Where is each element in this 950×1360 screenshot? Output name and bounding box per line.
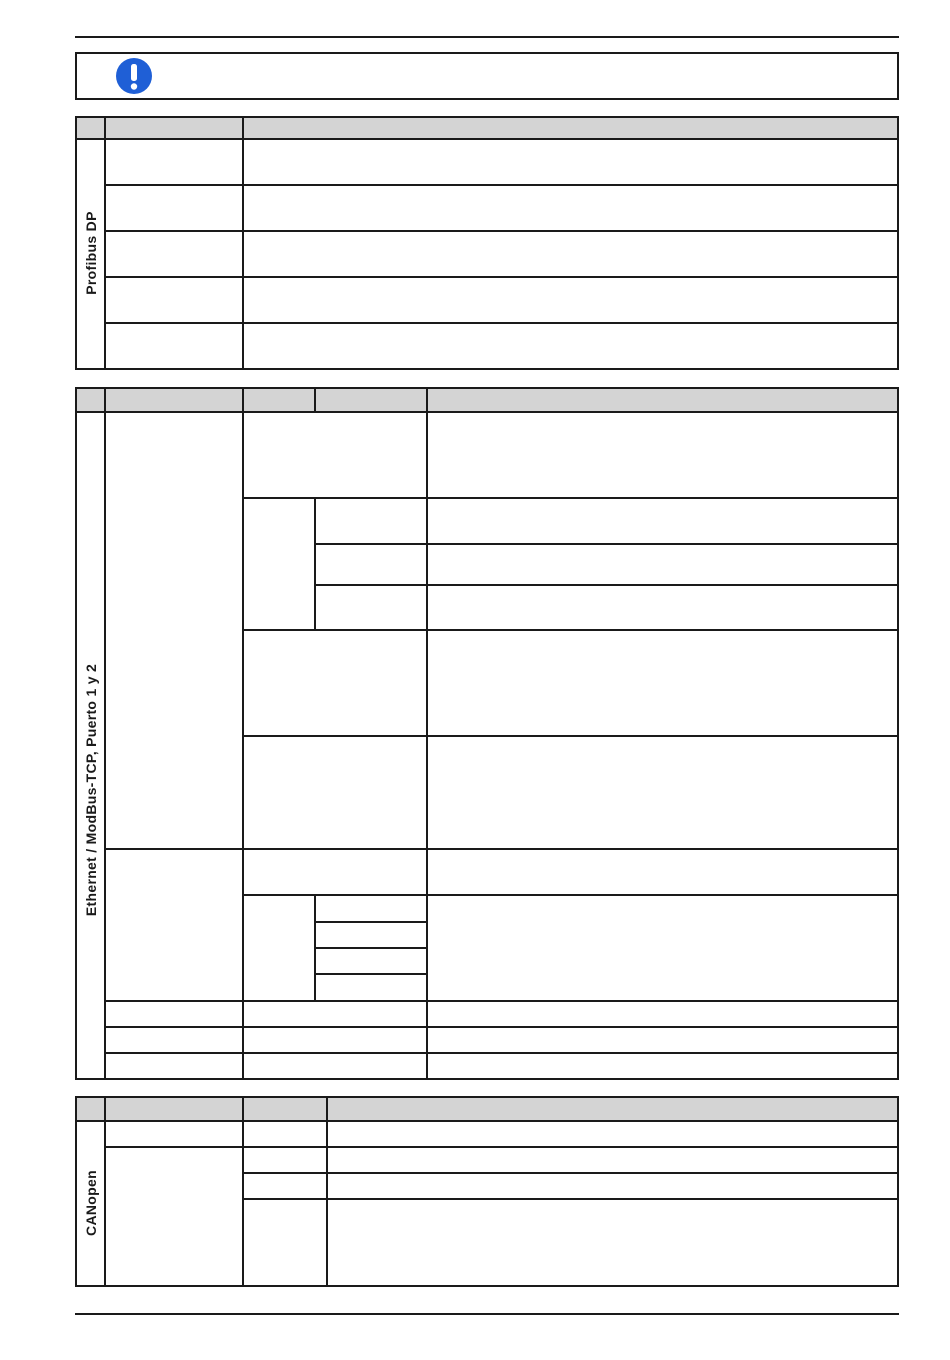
profibus-side-label: Profibus DP xyxy=(83,211,99,295)
bottom-rule xyxy=(75,1313,899,1315)
profibus-table xyxy=(75,116,899,370)
top-rule xyxy=(75,36,899,38)
ethernet-grid xyxy=(77,389,897,1078)
canopen-side-label: CANopen xyxy=(83,1170,99,1236)
canopen-grid xyxy=(77,1098,897,1285)
ethernet-table xyxy=(75,387,899,1080)
canopen-table xyxy=(75,1096,899,1287)
exclamation-icon xyxy=(115,57,153,95)
note-box xyxy=(75,52,899,100)
ethernet-side-label: Ethernet / ModBus-TCP, Puerto 1 y 2 xyxy=(83,663,99,917)
profibus-grid xyxy=(77,118,897,368)
